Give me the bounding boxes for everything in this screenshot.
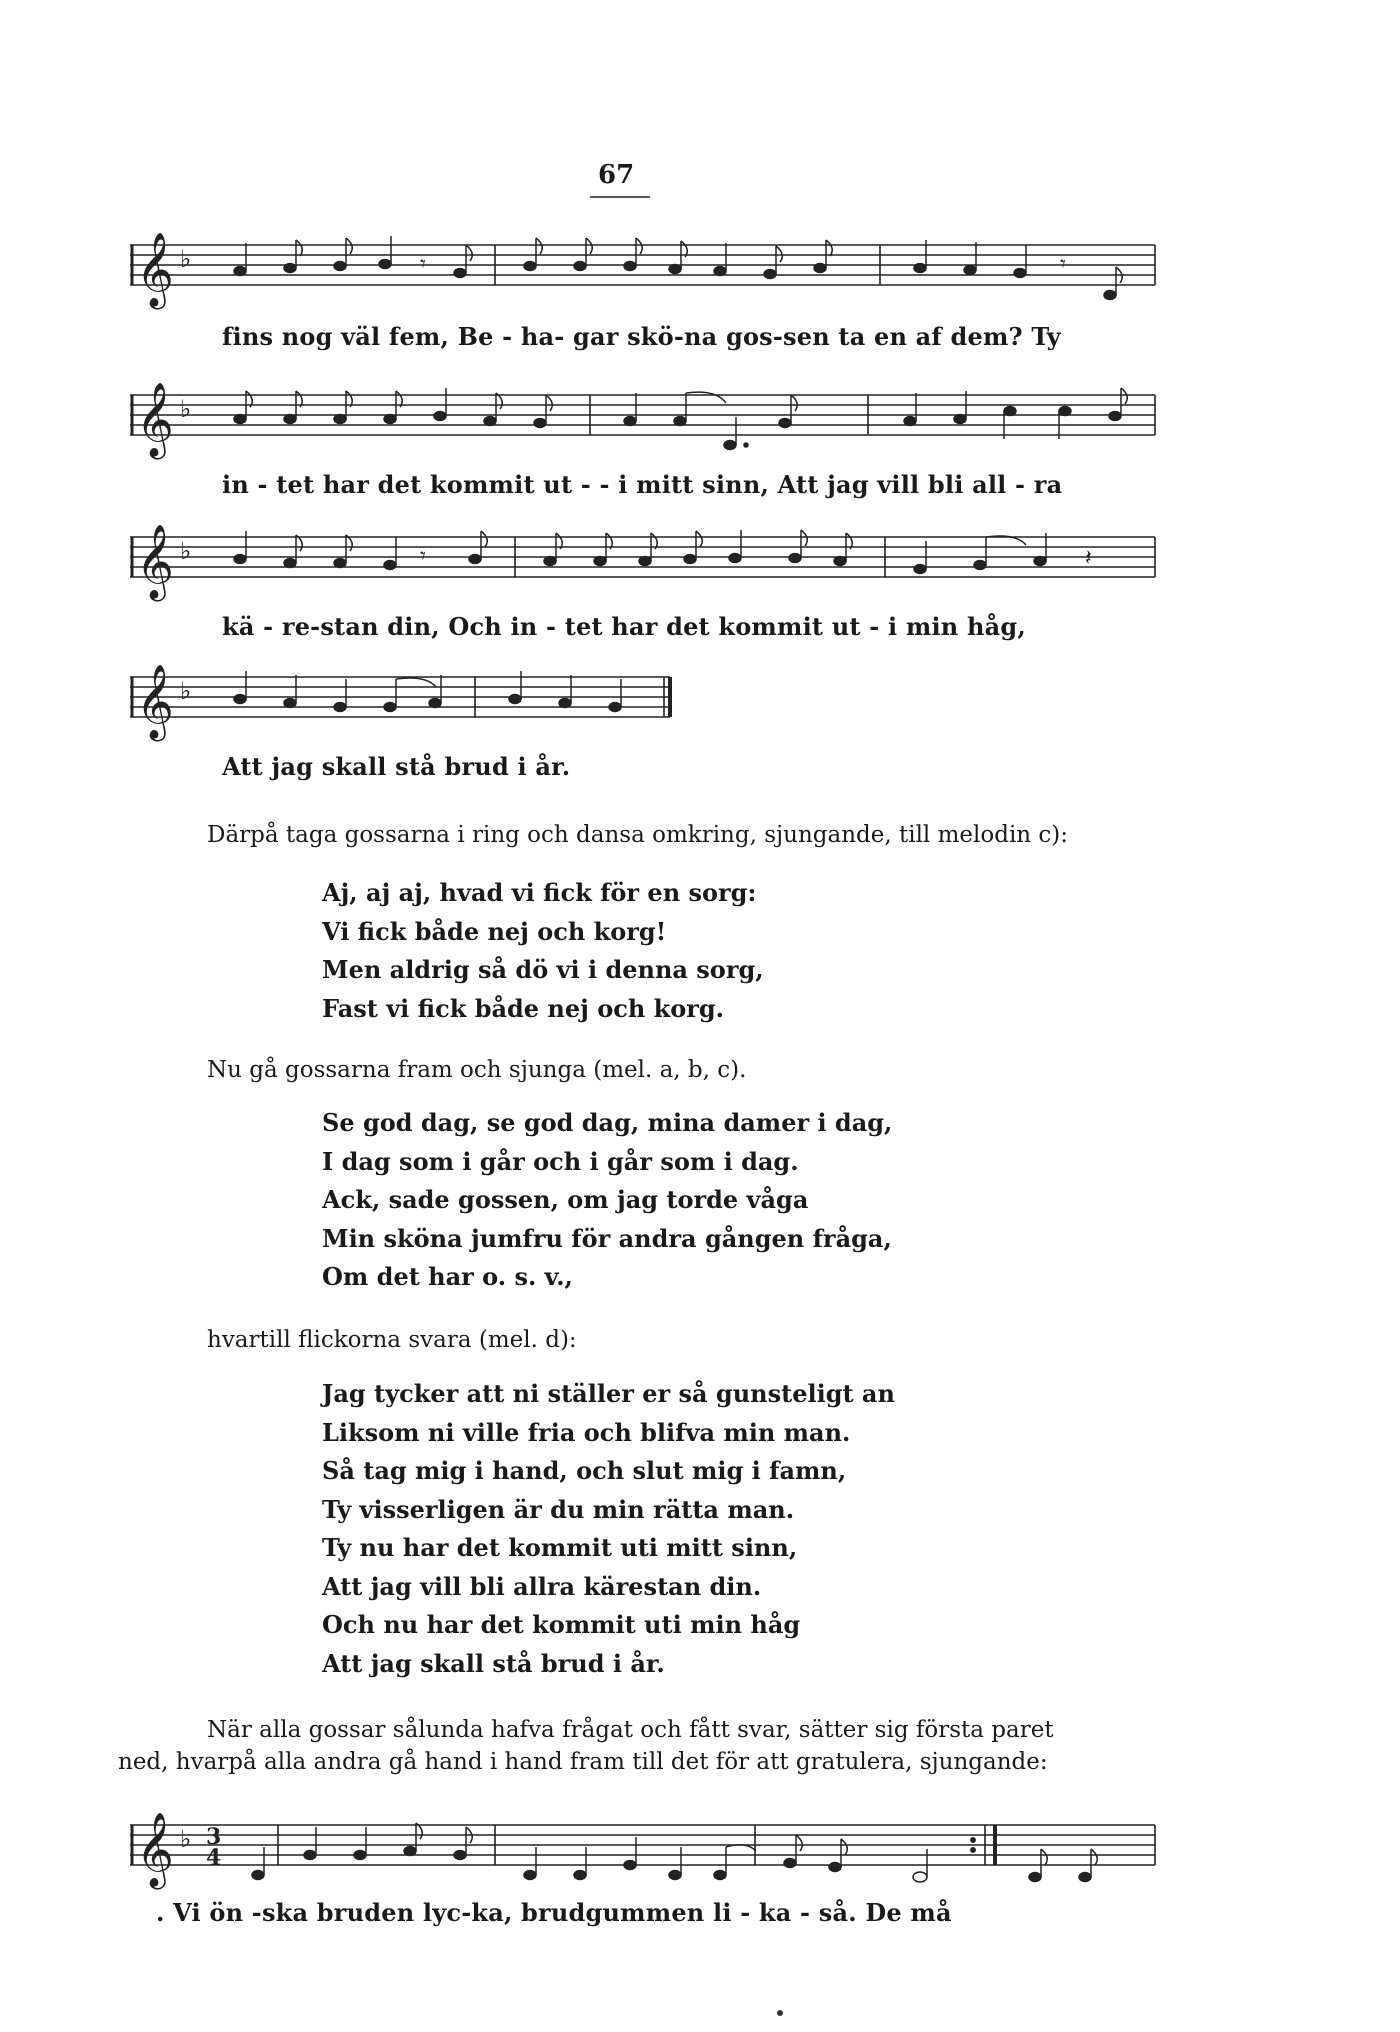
flat-icon: ♭ [180, 395, 192, 423]
section-2-intro: Nu gå gossarna fram och sjunga (mel. a, b, c). [207, 1057, 747, 1083]
flat-icon: ♭ [180, 537, 192, 565]
verse-line: Att jag vill bli allra kärestan din. [322, 1571, 762, 1601]
stray-mark [777, 2010, 783, 2016]
verse-line: Liksom ni ville fria och blifva min man. [322, 1417, 851, 1447]
flat-icon: ♭ [180, 1825, 192, 1853]
verse-line: Fast vi fick både nej och korg. [322, 993, 725, 1023]
section-3-intro: hvartill flickorna svara (mel. d): [207, 1327, 577, 1353]
page-number-rule [590, 196, 650, 198]
music-staff-3 [130, 517, 1160, 607]
verse-line: Om det har o. s. v., [322, 1262, 573, 1291]
verse-line: Att jag skall stå brud i år. [322, 1648, 665, 1678]
verse-line: Vi fick både nej och korg! [322, 916, 667, 946]
treble-clef-icon: 𝄞 [136, 1813, 174, 1887]
verse-line: Min sköna jumfru för andra gången fråga, [322, 1223, 892, 1253]
closing-line-1: När alla gossar sålunda hafva frågat och fått svar, sätter sig första paret [207, 1717, 1054, 1743]
treble-clef-icon: 𝄞 [136, 665, 174, 739]
staff-2-lyrics: in - tet har det kommit ut - - i mitt sinn, Att jag vill bli all - ra [222, 470, 1063, 499]
verse-line: I dag som i går och i går som i dag. [322, 1146, 799, 1176]
music-staff-5 [130, 1805, 1160, 1900]
treble-clef-icon: 𝄞 [136, 525, 174, 599]
staff-1-lyrics: fins nog väl fem, Be - ha- gar skö-na gos-sen ta en af dem? Ty [222, 322, 1061, 351]
flat-icon: ♭ [180, 245, 192, 273]
time-signature-top: 3 [206, 1824, 222, 1850]
flat-icon: ♭ [180, 677, 192, 705]
verse-line: Och nu har det kommit uti min håg [322, 1610, 801, 1639]
section-2-verse [322, 1104, 892, 1297]
verse-line: Jag tycker att ni ställer er så gunsteligt an [322, 1379, 895, 1408]
treble-clef-icon: 𝄞 [136, 233, 174, 307]
verse-line: Se god dag, se god dag, mina damer i dag, [322, 1108, 893, 1137]
svg-text:𝄾: 𝄾 [1060, 252, 1066, 277]
closing-line-2: ned, hvarpå alla andra gå hand i hand fram till det för att gratulera, sjungande: [118, 1749, 1048, 1775]
time-signature-bottom: 4 [206, 1845, 222, 1871]
music-staff-1 [130, 225, 1160, 315]
svg-text:𝄾: 𝄾 [420, 252, 426, 277]
section-1-verse [322, 874, 764, 1028]
svg-text:𝄾: 𝄾 [420, 544, 426, 569]
verse-line: Ty nu har det kommit uti mitt sinn, [322, 1533, 798, 1562]
section-3-verse [322, 1375, 895, 1683]
staff-4-lyrics: Att jag skall stå brud i år. [222, 752, 571, 781]
staff-3-lyrics: kä - re-stan din, Och in - tet har det kommit ut - i min håg, [222, 612, 1026, 641]
music-staff-4 [130, 657, 690, 747]
verse-line: Aj, aj aj, hvad vi fick för en sorg: [322, 878, 757, 907]
page-number: 67 [598, 160, 635, 190]
verse-line: Ty visserligen är du min rätta man. [322, 1494, 795, 1524]
verse-line: Ack, sade gossen, om jag torde våga [322, 1185, 809, 1214]
verse-line: Men aldrig så dö vi i denna sorg, [322, 955, 764, 984]
svg-text:𝄽: 𝄽 [1085, 546, 1092, 571]
staff-5-lyrics: . Vi ön -ska bruden lyc-ka, brudgummen li - ka - så. De må [156, 1898, 952, 1927]
verse-line: Så tag mig i hand, och slut mig i famn, [322, 1456, 847, 1485]
section-1-intro: Därpå taga gossarna i ring och dansa omkring, sjungande, till melodin c): [207, 822, 1069, 848]
music-staff-2 [130, 375, 1160, 465]
treble-clef-icon: 𝄞 [136, 383, 174, 457]
